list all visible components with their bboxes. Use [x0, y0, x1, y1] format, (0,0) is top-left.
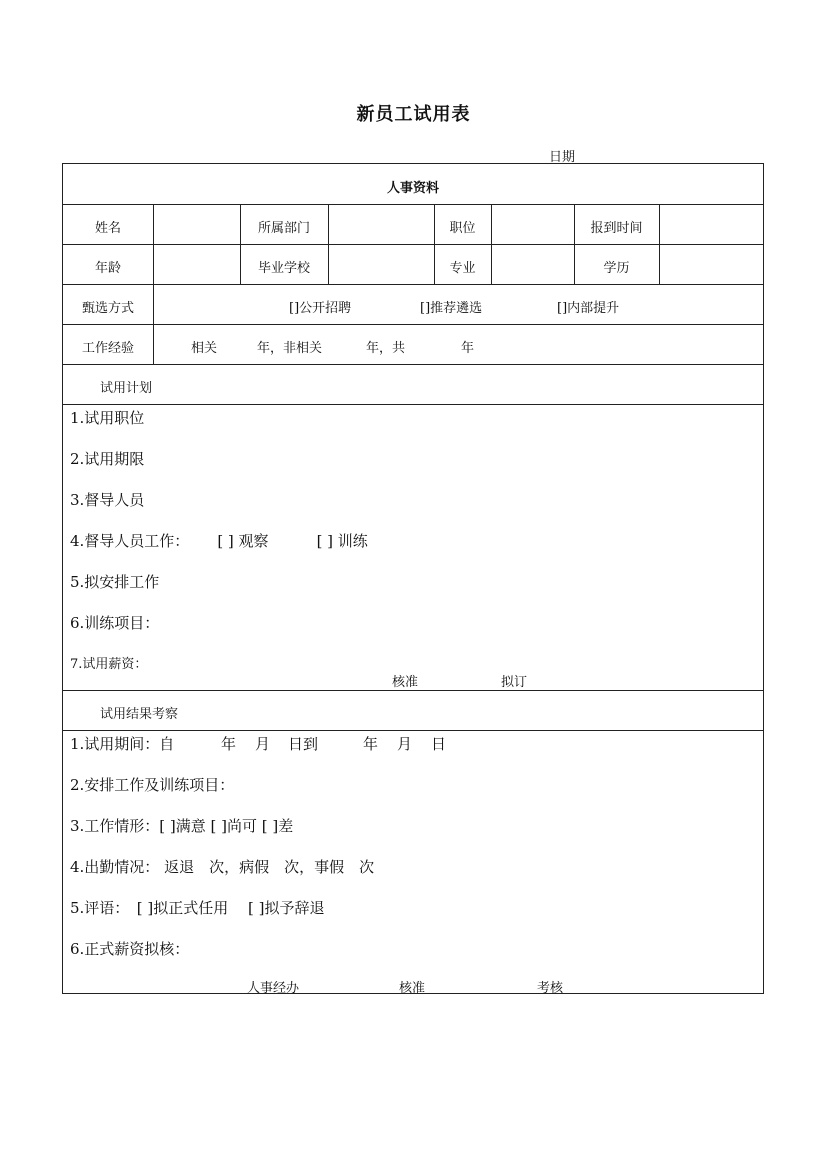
experience-related: 相关	[191, 341, 218, 356]
plan-item-period: 2.试用期限	[70, 450, 145, 468]
result-sign-review: 考核	[537, 981, 564, 996]
label-department: 所属部门	[257, 221, 310, 236]
result-item-period	[70, 733, 447, 754]
result-sign-hr: 人事经办	[247, 981, 300, 996]
option-recommend: []推荐遴选	[420, 301, 483, 316]
option-public-recruit: []公开招聘	[289, 301, 352, 316]
result-item-attendance: 4.出勤情况： 返退 次，病假 次，事假 次	[70, 858, 375, 876]
result-item-salary: 6.正式薪资拟核：	[70, 940, 190, 958]
option-training: [ ] 训练	[316, 532, 368, 550]
label-education: 学历	[603, 261, 630, 276]
plan-section-title: 试用计划	[100, 381, 153, 396]
plan-item-training: 6.训练项目：	[70, 614, 160, 632]
period-prefix: 1.试用期间：自	[70, 735, 175, 753]
period-year-from: 年	[221, 735, 237, 753]
label-selection-method: 甄选方式	[81, 301, 134, 316]
experience-total: 年，共	[366, 341, 406, 356]
period-month-from: 月	[255, 735, 271, 753]
experience-year: 年	[461, 341, 475, 356]
result-sign-approve: 核准	[399, 981, 426, 996]
label-work-experience: 工作经验	[81, 341, 134, 356]
plan-item-supervisor: 3.督导人员	[70, 491, 145, 509]
period-day-to: 日到	[288, 735, 319, 753]
option-internal-promote: []内部提升	[557, 301, 620, 316]
option-observe: [ ] 观察	[217, 532, 269, 550]
experience-unrelated: 年，非相关	[257, 341, 323, 356]
period-month-to: 月	[397, 735, 413, 753]
plan-item-position: 1.试用职位	[70, 409, 145, 427]
plan-item-salary: 7.试用薪资：	[70, 657, 148, 672]
date-label: 日期	[549, 150, 576, 165]
result-item-arranged-work: 2.安排工作及训练项目：	[70, 776, 235, 794]
plan-item-supervisor-work	[70, 530, 368, 551]
personnel-section-title: 人事资料	[386, 181, 439, 196]
label-major: 专业	[449, 261, 476, 276]
result-section-title: 试用结果考察	[100, 707, 179, 722]
label-name: 姓名	[94, 221, 121, 236]
supervisor-work-label: 4.督导人员工作：	[70, 532, 190, 550]
result-item-work-status: 3.工作情形：[ ]满意 [ ]尚可 [ ]差	[70, 817, 294, 835]
period-year-to: 年	[363, 735, 379, 753]
label-position: 职位	[449, 221, 476, 236]
label-school: 毕业学校	[257, 261, 310, 276]
period-day-end: 日	[431, 735, 447, 753]
plan-sign-draft: 拟订	[501, 675, 528, 690]
label-report-date: 报到时间	[590, 221, 643, 236]
plan-item-arrange-work: 5.拟安排工作	[70, 573, 160, 591]
trial-form-table	[62, 163, 764, 994]
result-item-comment: 5.评语： [ ]拟正式任用 [ ]拟予辞退	[70, 899, 325, 917]
page-title: 新员工试用表	[356, 104, 471, 125]
plan-sign-approve: 核准	[392, 675, 419, 690]
label-age: 年龄	[94, 261, 121, 276]
